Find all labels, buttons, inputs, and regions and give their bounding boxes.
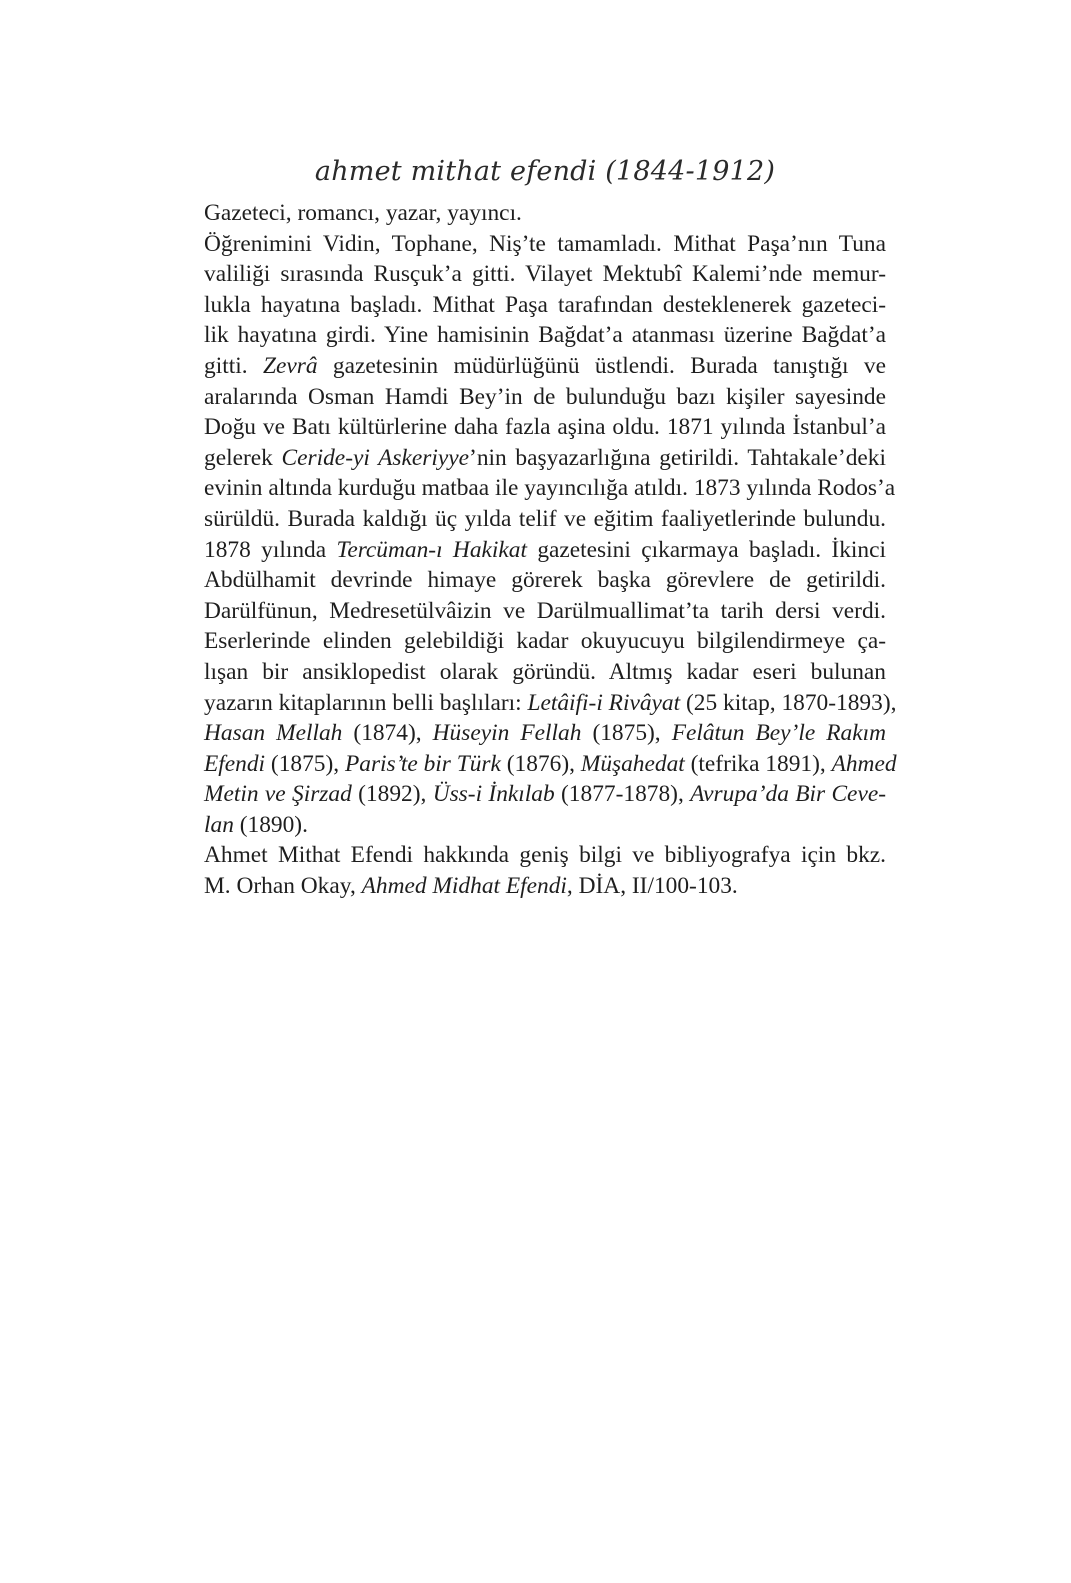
text-line [204,688,897,719]
text-line [204,596,886,627]
text-line [204,229,886,260]
text-line [204,351,886,382]
text-run: Ahmet Mithat Efendi hakkında geniş bilgi ve bibliyografya için bkz. [204,842,886,869]
text-run: M. Orhan Okay, [204,873,362,900]
text-line [204,473,896,504]
italic-title: Ahmed [831,750,897,777]
italic-title: Ceride-yi Askeriyye [281,444,470,471]
italic-title: Metin ve Şirzad [204,781,352,808]
italic-title: Avrupa’da Bir Ceve- [690,781,886,808]
text-run: (1892), [351,781,433,808]
text-line [204,412,886,443]
text-line [204,443,886,474]
text-line [204,810,886,841]
text-run: lukla hayatına başladı. Mithat Paşa tarafından desteklenerek gazeteci- [204,291,886,318]
text-run: gazetesinin müdürlüğünü üstlendi. Burada tanıştığı ve [317,352,887,379]
italic-title: Müşahedat [580,750,685,777]
text-line [204,504,886,535]
text-line [204,779,886,810]
text-run: Eserlerinde elinden gelebildiği kadar okuyucuyu bilgilendirmeye ça- [204,628,886,655]
text-run: (1875), [581,720,672,747]
italic-title: Hasan Mellah [204,720,343,747]
text-run: lik hayatına girdi. Yine hamisinin Bağdat’a atanması üzerine Bağdat’a [204,322,886,349]
italic-title: Üss-i İnkılab [432,781,555,808]
italic-title: Hüseyin Fellah [432,720,582,747]
text-run: Doğu ve Batı kültürlerine daha fazla aşina oldu. 1871 yılında İstanbul’a [204,414,886,441]
italic-title: Ahmed Midhat Efendi [361,873,567,900]
text-line [204,657,886,688]
text-run: gelerek [204,444,282,471]
text-run: gazetesini çıkarmaya başladı. İkinci [526,536,886,563]
text-line [204,718,886,749]
text-line [204,871,886,902]
text-line [204,565,886,596]
italic-title: Tercüman-ı Hakikat [336,536,527,563]
text-run: ’nin başyazarlığına getirildi. Tahtakale’deki [469,444,886,471]
text-run: (1874), [342,720,433,747]
text-run: evinin altında kurduğu matbaa ile yayıncılığa atıldı. 1873 yılında Rodos’a [204,475,896,502]
italic-title: Zevrâ [262,352,318,379]
text-line [204,626,886,657]
text-line [204,840,886,871]
text-run: Gazeteci, romancı, yazar, yayıncı. [204,200,522,226]
italic-title: Felâtun Bey’le Rakım [671,720,886,747]
italic-title: lan [204,811,234,838]
italic-title: Paris’te bir Türk [344,750,501,777]
text-run: , DİA, II/100-103. [566,873,738,900]
text-line [204,290,886,321]
text-line [204,198,886,229]
text-run: Darülfünun, Medresetülvâizin ve Darülmuallimat’ta tarih dersi verdi. [204,597,886,624]
italic-title: Letâifi-i Rivâyat [527,689,681,716]
text-line [204,259,886,290]
text-line [204,535,886,566]
text-line [204,320,886,351]
text-line [204,382,886,413]
text-run: aralarında Osman Hamdi Bey’in de bulunduğu bazı kişiler sayesinde [204,383,886,410]
text-run: sürüldü. Burada kaldığı üç yılda telif ve eğitim faaliyetlerinde bulundu. [204,505,886,532]
text-run: yazarın kitaplarının belli başlıları: [204,689,528,716]
text-line [204,749,897,780]
text-run: lışan bir ansiklopedist olarak göründü. Altmış kadar eseri bulunan [204,658,886,685]
page-title: ahmet mithat efendi (1844-1912) [314,156,776,187]
text-run: (tefrika 1891), [684,750,832,777]
text-run: 1878 yılında [204,536,337,563]
text-run: gitti. [204,352,263,379]
text-run: valiliği sırasında Rusçuk’a gitti. Vilayet Mektubî Kalemi’nde memur- [204,261,886,288]
text-run: (1877-1878), [554,781,691,808]
text-run: (1890). [233,811,308,838]
text-run: (1875), [265,750,345,777]
text-run: (1876), [500,750,581,777]
text-run: Abdülhamit devrinde himaye görerek başka görevlere de getirildi. [204,567,886,594]
text-run: (25 kitap, 1870-1893), [680,689,897,716]
text-run: Öğrenimini Vidin, Tophane, Niş’te tamamladı. Mithat Paşa’nın Tuna [204,230,886,257]
biography-text [204,198,897,902]
italic-title: Efendi [204,750,266,777]
